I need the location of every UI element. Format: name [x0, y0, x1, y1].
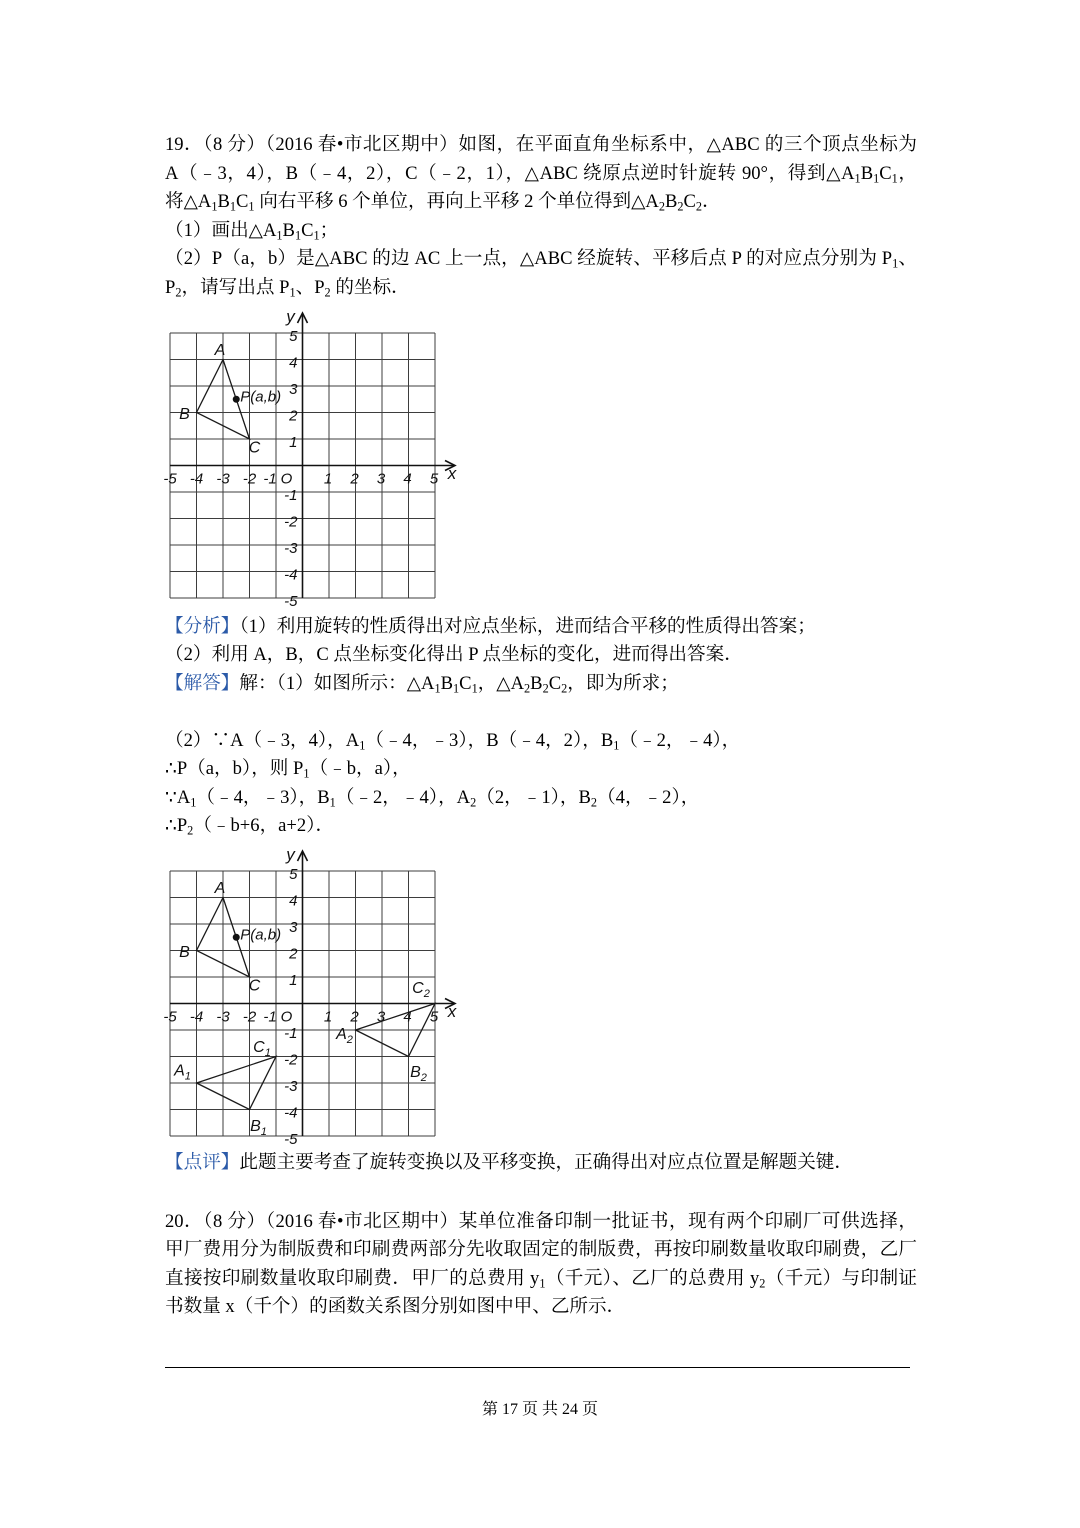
text-run: C — [459, 672, 472, 694]
x-tick-label: 1 — [323, 1008, 333, 1025]
vertex-letter: C — [248, 977, 261, 994]
text-run: P — [165, 276, 176, 298]
text-line — [165, 131, 917, 160]
origin-label: O — [280, 1008, 293, 1025]
x-tick-label: -4 — [189, 1008, 204, 1025]
subscript: 2 — [524, 681, 531, 696]
x-tick-label: 5 — [429, 1008, 439, 1025]
text-line — [165, 245, 917, 274]
y-tick-label: 3 — [289, 918, 298, 936]
x-tick-label: -3 — [216, 470, 230, 488]
vertex-letter: C — [248, 439, 261, 457]
text-line — [165, 698, 917, 726]
text-run: ∴P — [165, 815, 188, 837]
text-run: （千元）、乙厂的总费用 y — [545, 1267, 760, 1289]
text-run: （4，﹣2）， — [597, 786, 700, 808]
text-run: （1）利用旋转的性质得出对应点坐标，进而结合平移的性质得出答案； — [239, 616, 816, 637]
x-tick-label: 2 — [350, 1008, 359, 1025]
x-tick-label: -3 — [216, 1008, 230, 1025]
section-tag: 【分析】 — [165, 616, 240, 637]
text-run: B — [440, 672, 454, 694]
section-tag: 【解答】 — [165, 672, 240, 694]
text-run: （千元）与印制证 — [765, 1267, 917, 1289]
vertex-label — [173, 1062, 191, 1082]
text-run: 19．（8 分）（2016 春•市北区期中）如图，在平面直角坐标系中，△ABC 的三个顶点坐标为 — [165, 134, 917, 155]
text-line — [165, 188, 917, 217]
figure-1-coordinate-grid — [155, 300, 475, 610]
text-run: 解：（1）如图所示：△A — [239, 672, 435, 694]
subscript: 1 — [471, 681, 478, 696]
subscript: 1 — [539, 1276, 546, 1291]
figure-2-coordinate-grid — [155, 838, 475, 1148]
y-tick-label: -4 — [284, 1104, 298, 1121]
subscript: 1 — [276, 228, 283, 243]
subscript: 1 — [303, 766, 310, 781]
vertex-letter: B — [250, 1117, 261, 1135]
subscript: 1 — [248, 199, 255, 214]
subscript: 2 — [695, 199, 703, 214]
vertex-letter: A — [214, 342, 226, 359]
x-tick-label: 3 — [376, 470, 386, 488]
vertex-label — [179, 944, 190, 961]
y-tick-label: -1 — [284, 487, 298, 504]
subscript: 1 — [359, 738, 366, 753]
y-axis-letter: y — [286, 844, 295, 864]
text-run: C — [879, 162, 892, 184]
footer-divider — [165, 1367, 910, 1368]
text-run: C — [301, 219, 314, 241]
text-run: （1）画出△A — [165, 219, 277, 241]
y-tick-label: 4 — [289, 354, 298, 372]
x-tick-label: 4 — [403, 1008, 412, 1025]
text-run: （2，﹣1），B — [476, 786, 591, 808]
subscript: 1 — [289, 285, 296, 300]
x-axis-letter: x — [447, 1001, 457, 1021]
subscript: 2 — [590, 795, 598, 810]
x-tick-label: 4 — [403, 470, 412, 488]
x-tick-label: -1 — [263, 470, 277, 488]
vertex-letter: C — [253, 1038, 265, 1056]
vertex-subscript: 1 — [264, 1046, 271, 1059]
vertex-letter: B — [410, 1063, 421, 1081]
text-run: B — [664, 191, 678, 213]
x-tick-label: -2 — [242, 1008, 257, 1025]
subscript: 2 — [324, 285, 331, 300]
text-run: （﹣2，﹣4）， — [619, 729, 741, 751]
vertex-label — [214, 880, 226, 897]
text-line — [165, 160, 917, 189]
x-tick-label: 1 — [323, 470, 333, 488]
subscript: 2 — [561, 681, 568, 696]
text-run: （﹣4，﹣3），B — [196, 786, 330, 808]
text-line — [165, 784, 917, 812]
vertex-letter: A — [214, 879, 226, 897]
text-run: 的坐标． — [330, 276, 410, 298]
x-tick-label: 3 — [376, 1008, 386, 1025]
text-run: （2）利用 A，B，C 点坐标变化得出 P 点坐标的变化，进而得出答案． — [165, 644, 743, 666]
vertex-letter: B — [179, 943, 190, 961]
subscript: 1 — [891, 171, 898, 186]
point-p-marker — [233, 933, 240, 940]
subscript: 2 — [759, 1276, 766, 1291]
text-line — [165, 1208, 917, 1236]
text-run: （﹣b，a）， — [309, 758, 411, 780]
x-tick-label: -4 — [189, 470, 204, 488]
text-run: 此题主要考查了旋转变换以及平移变换，正确得出对应点位置是解题关键． — [239, 1152, 853, 1173]
x-tick-label: 2 — [350, 470, 359, 488]
y-axis-letter: y — [286, 307, 295, 326]
y-tick-label: -3 — [284, 1077, 298, 1095]
vertex-subscript: 1 — [184, 1070, 191, 1082]
y-tick-label: -1 — [284, 1024, 298, 1042]
text-run: C — [236, 191, 249, 213]
y-tick-label: 1 — [289, 434, 298, 451]
text-run: 书数量 x（千个）的函数关系图分别如图中甲、乙所示． — [165, 1295, 626, 1317]
text-run: 、P — [295, 276, 325, 298]
subscript: 1 — [294, 228, 302, 243]
point-p-label: P(a,b) — [240, 388, 282, 406]
text-line — [165, 274, 917, 303]
vertex-subscript: 1 — [260, 1125, 267, 1138]
text-line — [165, 217, 917, 246]
vertex-letter: A — [336, 1025, 347, 1043]
vertex-letter: A — [174, 1062, 185, 1079]
y-tick-label: -2 — [284, 1051, 298, 1068]
text-run: 甲厂费用分为制版费和印刷费两部分先收取固定的制版费，再按印刷数量收取印刷费，乙厂 — [165, 1239, 917, 1261]
subscript: 2 — [175, 285, 182, 300]
text-line — [165, 812, 917, 840]
text-run: 向右平移 6 个单位，再向上平移 2 个单位得到△A — [254, 191, 659, 213]
text-run: B — [282, 219, 295, 241]
y-tick-label: 5 — [289, 865, 298, 883]
vertex-subscript: 2 — [423, 987, 430, 1000]
text-line — [165, 755, 917, 783]
subscript: 2 — [470, 795, 477, 810]
y-tick-label: -5 — [284, 1130, 298, 1148]
y-tick-label: -5 — [284, 593, 298, 610]
vertex-label — [250, 1118, 267, 1138]
subscript: 1 — [873, 171, 880, 186]
x-axis-letter: x — [447, 464, 457, 483]
text-run: （2）∵A（﹣3，4），A — [165, 729, 360, 751]
y-tick-label: 3 — [289, 381, 298, 398]
point-p-label: P(a,b) — [240, 925, 282, 943]
subscript: 1 — [329, 795, 336, 810]
subscript: 1 — [313, 228, 320, 243]
page-number: 第 17 页 共 24 页 — [481, 1401, 598, 1418]
subscript: 1 — [854, 171, 861, 186]
x-tick-label: -2 — [242, 470, 257, 488]
point-p-marker — [233, 396, 240, 403]
subscript: 1 — [613, 738, 620, 753]
origin-label: O — [280, 470, 293, 488]
y-tick-label: 1 — [289, 971, 298, 989]
text-run: B — [217, 191, 230, 213]
vertex-label — [410, 1064, 427, 1084]
y-tick-label: 4 — [289, 892, 298, 909]
text-line — [165, 613, 917, 641]
text-line — [165, 1149, 917, 1178]
y-tick-label: 2 — [289, 945, 298, 962]
question-20 — [165, 1208, 917, 1321]
solution — [165, 613, 917, 841]
x-tick-label: -5 — [163, 470, 177, 488]
text-run: C — [548, 672, 562, 694]
text-run: ， — [897, 162, 917, 184]
subscript: 2 — [658, 199, 665, 214]
text-run: ； — [319, 219, 339, 241]
subscript: 1 — [892, 256, 899, 271]
text-run: 、 — [898, 248, 917, 270]
subscript: 2 — [677, 199, 684, 214]
text-run: A（﹣3，4），B（﹣4，2），C（﹣2，1），△ABC 绕原点逆时针旋转 90°，得到△A — [165, 162, 855, 184]
vertex-label — [179, 406, 190, 423]
y-tick-label: -4 — [284, 566, 298, 584]
vertex-label — [335, 1026, 353, 1046]
text-line — [165, 1236, 917, 1264]
subscript: 1 — [434, 681, 441, 696]
text-run: ，△A — [477, 672, 525, 694]
vertex-label — [249, 977, 261, 994]
text-run: （﹣b+6，a+2）． — [193, 815, 335, 837]
text-run: C — [683, 191, 696, 213]
text-run: B — [530, 672, 543, 694]
text-run: （﹣2，﹣4），A — [335, 786, 471, 808]
question-19 — [165, 131, 917, 303]
y-tick-label: 5 — [289, 328, 298, 345]
vertex-label — [249, 440, 261, 457]
x-tick-label: -1 — [263, 1008, 277, 1025]
subscript: 2 — [187, 823, 194, 838]
text-run: ，请写出点 P — [181, 276, 290, 298]
text-run: ∵A — [165, 786, 191, 808]
vertex-letter: C — [412, 979, 424, 997]
text-line — [165, 1265, 917, 1293]
subscript: 1 — [190, 795, 197, 810]
text-line — [165, 727, 917, 755]
text-run: ∴P（a，b），则 P — [165, 758, 304, 780]
text-run: ． — [702, 191, 721, 213]
y-tick-label: -2 — [284, 513, 298, 531]
text-run: 20．（8 分）（2016 春•市北区期中）某单位准备印制一批证书，现有两个印刷厂可供选择， — [165, 1211, 917, 1232]
text-run: ，即为所求； — [567, 672, 679, 694]
y-tick-label: -3 — [284, 540, 298, 557]
text-run: （2）P（a，b）是△ABC 的边 AC 上一点，△ABC 经旋转、平移后点 P 的对应点分别为 P — [165, 248, 893, 270]
vertex-subscript: 2 — [346, 1033, 353, 1046]
text-run: B — [860, 162, 874, 184]
text-run: 将△A — [165, 191, 212, 213]
vertex-subscript: 2 — [420, 1071, 427, 1084]
text-line — [165, 1293, 917, 1321]
subscript: 2 — [542, 681, 549, 696]
review-comment — [165, 1149, 917, 1178]
text-run: （﹣4，﹣3），B（﹣4，2），B — [365, 729, 614, 751]
text-run: 直接按印刷数量收取印刷费．甲厂的总费用 y — [165, 1267, 540, 1289]
subscript: 1 — [453, 681, 460, 696]
x-tick-label: -5 — [163, 1008, 177, 1025]
vertex-label — [214, 342, 226, 359]
section-tag: 【点评】 — [165, 1152, 240, 1173]
text-line — [165, 641, 917, 669]
vertex-letter: B — [179, 406, 190, 423]
y-tick-label: 2 — [289, 407, 298, 425]
subscript: 1 — [229, 199, 237, 214]
vertex-label — [412, 980, 430, 1000]
text-line — [165, 670, 917, 698]
x-tick-label: 5 — [429, 470, 439, 488]
subscript: 1 — [211, 199, 218, 214]
